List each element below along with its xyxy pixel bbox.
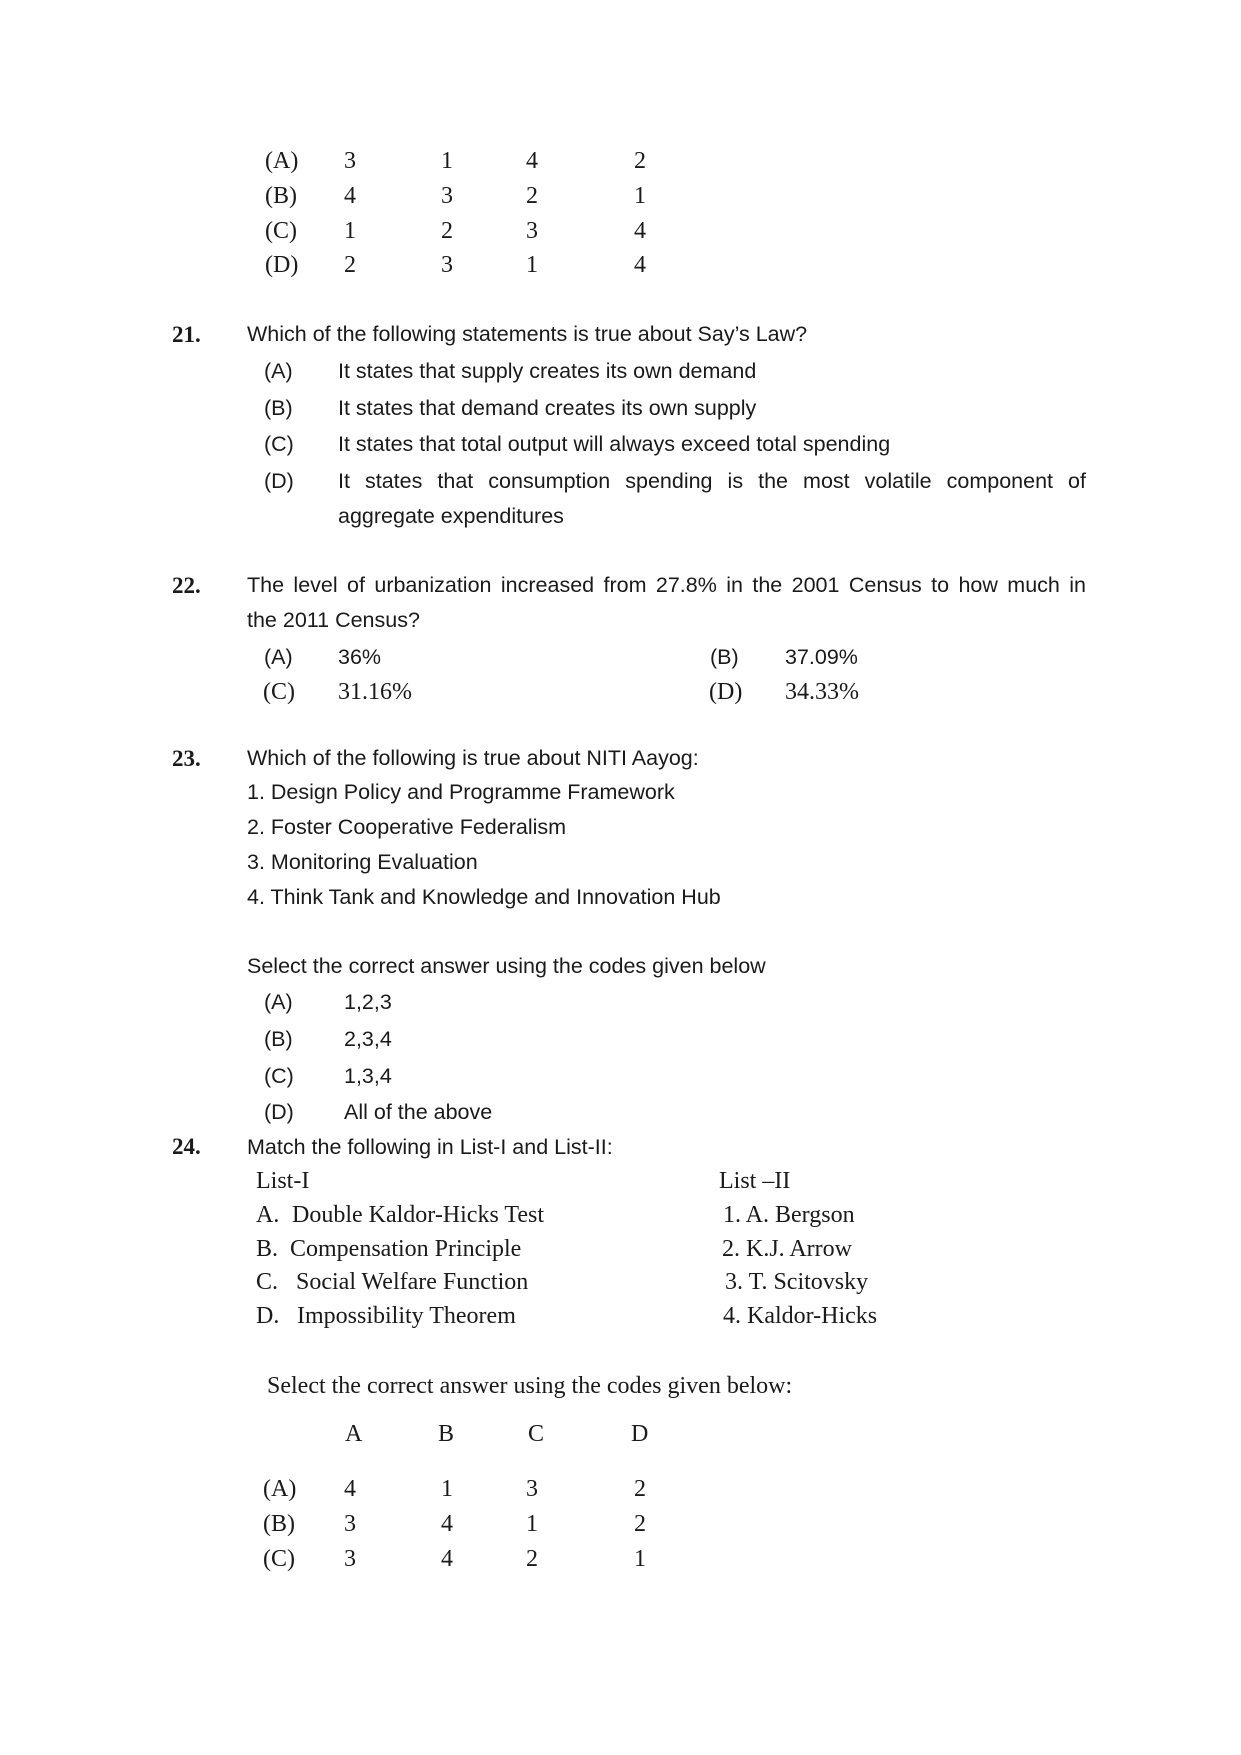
code-cell: 2 — [634, 148, 646, 174]
option-label: (C) — [264, 1064, 294, 1088]
list2-item: 3. T. Scitovsky — [725, 1269, 869, 1295]
list1-item: Double Kaldor-Hicks Test — [292, 1202, 545, 1228]
option-label: (B) — [264, 1027, 293, 1051]
code-cell: 1 — [441, 1476, 453, 1502]
option-text: All of the above — [344, 1100, 493, 1124]
list1-key: B. — [256, 1236, 279, 1262]
code-row-label: (C) — [263, 1546, 295, 1572]
list1-key: D. — [256, 1303, 280, 1329]
statement-item: 2. Foster Cooperative Federalism — [247, 815, 567, 839]
list2-item: 4. Kaldor-Hicks — [723, 1303, 878, 1329]
instruction: Select the correct answer using the codes given below — [247, 954, 766, 978]
question-text: Which of the following statements is true about Say’s Law? — [247, 322, 808, 346]
option-text: 1,3,4 — [344, 1064, 392, 1088]
code-cell: 1 — [634, 1546, 646, 1572]
option-text: 36% — [338, 645, 382, 669]
code-cell: 2 — [344, 252, 356, 278]
statement-item: 3. Monitoring Evaluation — [247, 850, 478, 874]
list1-item: Compensation Principle — [290, 1236, 522, 1262]
option-text: It states that demand creates its own supply — [338, 396, 757, 420]
list1-key: C. — [256, 1269, 279, 1295]
option-text: 34.33% — [785, 679, 859, 705]
code-cell: 3 — [344, 1511, 356, 1537]
code-cell: 3 — [526, 218, 538, 244]
option-label: (C) — [263, 679, 295, 705]
question-text: The level of urbanization increased from 27.8% in the 2001 Census to how much in — [247, 573, 1086, 597]
option-label: (D) — [264, 469, 294, 493]
code-cell: 1 — [441, 148, 453, 174]
code-cell: 4 — [634, 218, 646, 244]
question-text: Which of the following is true about NITI Aayog: — [247, 746, 699, 770]
option-label: (D) — [264, 1100, 294, 1124]
option-text: It states that consumption spending is the most volatile component of — [338, 469, 1086, 493]
code-cell: 4 — [344, 1476, 356, 1502]
option-text: It states that supply creates its own demand — [338, 359, 757, 383]
list1-item: Social Welfare Function — [296, 1269, 529, 1295]
option-text: 1,2,3 — [344, 990, 392, 1014]
question-number: 24. — [172, 1134, 201, 1159]
option-label: (C) — [264, 432, 294, 456]
code-cell: 1 — [526, 252, 538, 278]
question-number: 21. — [172, 322, 201, 347]
code-cell: 2 — [634, 1476, 646, 1502]
question-number: 23. — [172, 746, 201, 771]
option-label: (A) — [264, 359, 293, 383]
question-number: 22. — [172, 573, 201, 598]
code-row-label: (A) — [263, 1476, 297, 1502]
code-row-label: (A) — [265, 148, 299, 174]
code-cell: 4 — [441, 1546, 453, 1572]
option-label: (B) — [264, 396, 293, 420]
code-row-label: (C) — [265, 218, 297, 244]
option-text: 2,3,4 — [344, 1027, 392, 1051]
code-cell: 3 — [441, 183, 453, 209]
statement-item: 1. Design Policy and Programme Framework — [247, 780, 675, 804]
code-cell: 1 — [634, 183, 646, 209]
code-cell: 3 — [344, 148, 356, 174]
code-cell: 1 — [344, 218, 356, 244]
instruction: Select the correct answer using the codes given below: — [267, 1373, 793, 1399]
list1-header: List-I — [256, 1168, 310, 1194]
code-row-label: (D) — [265, 252, 299, 278]
question-text: Match the following in List-I and List-II: — [247, 1135, 613, 1159]
code-row-label: (B) — [263, 1511, 295, 1537]
statement-item: 4. Think Tank and Knowledge and Innovation Hub — [247, 885, 721, 909]
list2-item: 1. A. Bergson — [723, 1202, 855, 1228]
option-label: (B) — [710, 645, 739, 669]
code-cell: 4 — [344, 183, 356, 209]
code-cell: 4 — [441, 1511, 453, 1537]
code-header: C — [528, 1421, 545, 1447]
list2-header: List –II — [719, 1168, 791, 1194]
code-cell: 3 — [526, 1476, 538, 1502]
option-text: 37.09% — [785, 645, 858, 669]
list1-item: Impossibility Theorem — [297, 1303, 516, 1329]
option-label: (D) — [709, 679, 743, 705]
option-label: (A) — [264, 645, 293, 669]
code-cell: 1 — [526, 1511, 538, 1537]
code-cell: 2 — [441, 218, 453, 244]
code-row-label: (B) — [265, 183, 297, 209]
code-cell: 2 — [526, 183, 538, 209]
option-text: It states that total output will always exceed total spending — [338, 432, 891, 456]
code-cell: 2 — [634, 1511, 646, 1537]
code-header: B — [438, 1421, 455, 1447]
code-cell: 3 — [344, 1546, 356, 1572]
code-header: D — [631, 1421, 649, 1447]
list2-item: 2. K.J. Arrow — [722, 1236, 852, 1262]
option-label: (A) — [264, 990, 293, 1014]
code-cell: 4 — [526, 148, 538, 174]
option-text: 31.16% — [338, 679, 412, 705]
code-cell: 3 — [441, 252, 453, 278]
code-cell: 2 — [526, 1546, 538, 1572]
code-cell: 4 — [634, 252, 646, 278]
question-text-continued: the 2011 Census? — [247, 608, 420, 632]
code-header: A — [345, 1421, 363, 1447]
list1-key: A. — [256, 1202, 280, 1228]
option-text-continued: aggregate expenditures — [338, 504, 564, 528]
